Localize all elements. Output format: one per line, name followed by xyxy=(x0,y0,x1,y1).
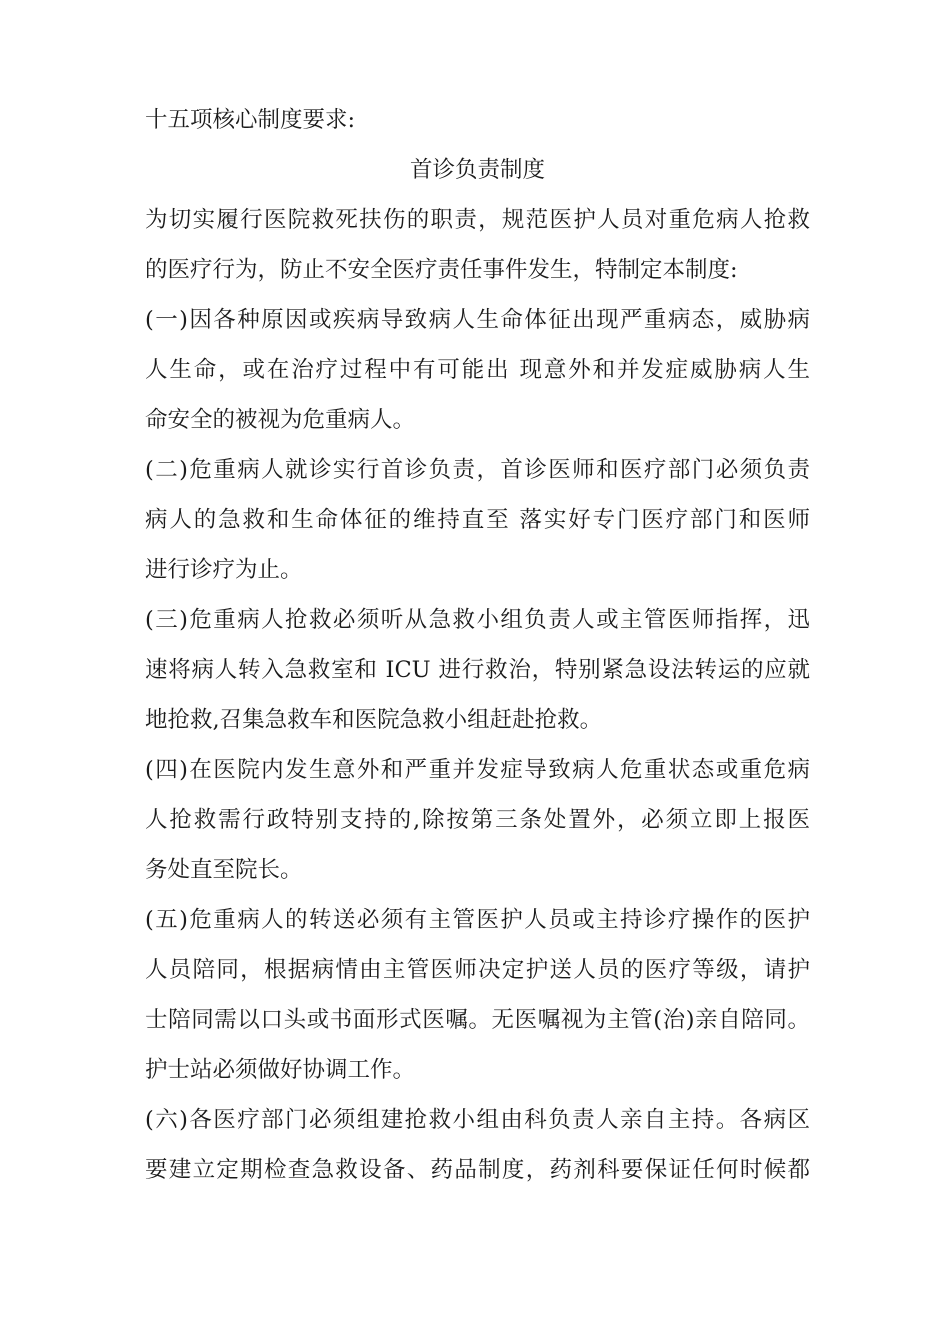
paragraph-line: (四)在医院内发生意外和严重并发症导致病人危重状态或重危病 xyxy=(145,757,810,783)
paragraph-line: 速将病人转入急救室和 ICU 进行救治，特别紧急设法转运的应就 xyxy=(145,657,810,683)
paragraph-line: (五)危重病人的转送必须有主管医护人员或主持诊疗操作的医护 xyxy=(145,907,810,933)
document-body xyxy=(145,95,810,1195)
paragraph-line: 地抢救,召集急救车和医院急救小组赶赴抢救。 xyxy=(145,707,603,733)
paragraph-line: 务处直至院长。 xyxy=(145,857,303,883)
paragraph-line: 进行诊疗为止。 xyxy=(145,557,303,583)
paragraph-line: 的医疗行为，防止不安全医疗责任事件发生，特制定本制度: xyxy=(145,257,738,283)
paragraph-line: 护士站必须做好协调工作。 xyxy=(145,1057,416,1083)
paragraph-line: 人员陪同，根据病情由主管医师决定护送人员的医疗等级，请护 xyxy=(145,957,810,983)
document-heading: 十五项核心制度要求: xyxy=(145,107,356,133)
paragraph-line: (六)各医疗部门必须组建抢救小组由科负责人亲自主持。各病区 xyxy=(145,1107,810,1133)
paragraph-line: 人生命，或在治疗过程中有可能出 现意外和并发症威胁病人生 xyxy=(145,357,810,383)
paragraph-line: (一)因各种原因或疾病导致病人生命体征出现严重病态，威胁病 xyxy=(145,307,810,333)
paragraph-line: 士陪同需以口头或书面形式医嘱。无医嘱视为主管(治)亲自陪同。 xyxy=(145,1007,810,1033)
paragraph-line: (三)危重病人抢救必须听从急救小组负责人或主管医师指挥，迅 xyxy=(145,607,810,633)
document-title: 首诊负责制度 xyxy=(409,157,545,183)
paragraph-line: 命安全的被视为危重病人。 xyxy=(145,407,416,433)
paragraph-line: 人抢救需行政特别支持的,除按第三条处置外，必须立即上报医 xyxy=(145,807,810,833)
paragraph-line: 为切实履行医院救死扶伤的职责，规范医护人员对重危病人抢救 xyxy=(145,207,810,233)
paragraph-line: 病人的急救和生命体征的维持直至 落实好专门医疗部门和医师 xyxy=(145,507,810,533)
paragraph-line: (二)危重病人就诊实行首诊负责，首诊医师和医疗部门必须负责 xyxy=(145,457,810,483)
paragraph-line: 要建立定期检查急救设备、药品制度，药剂科要保证任何时候都 xyxy=(145,1157,810,1183)
